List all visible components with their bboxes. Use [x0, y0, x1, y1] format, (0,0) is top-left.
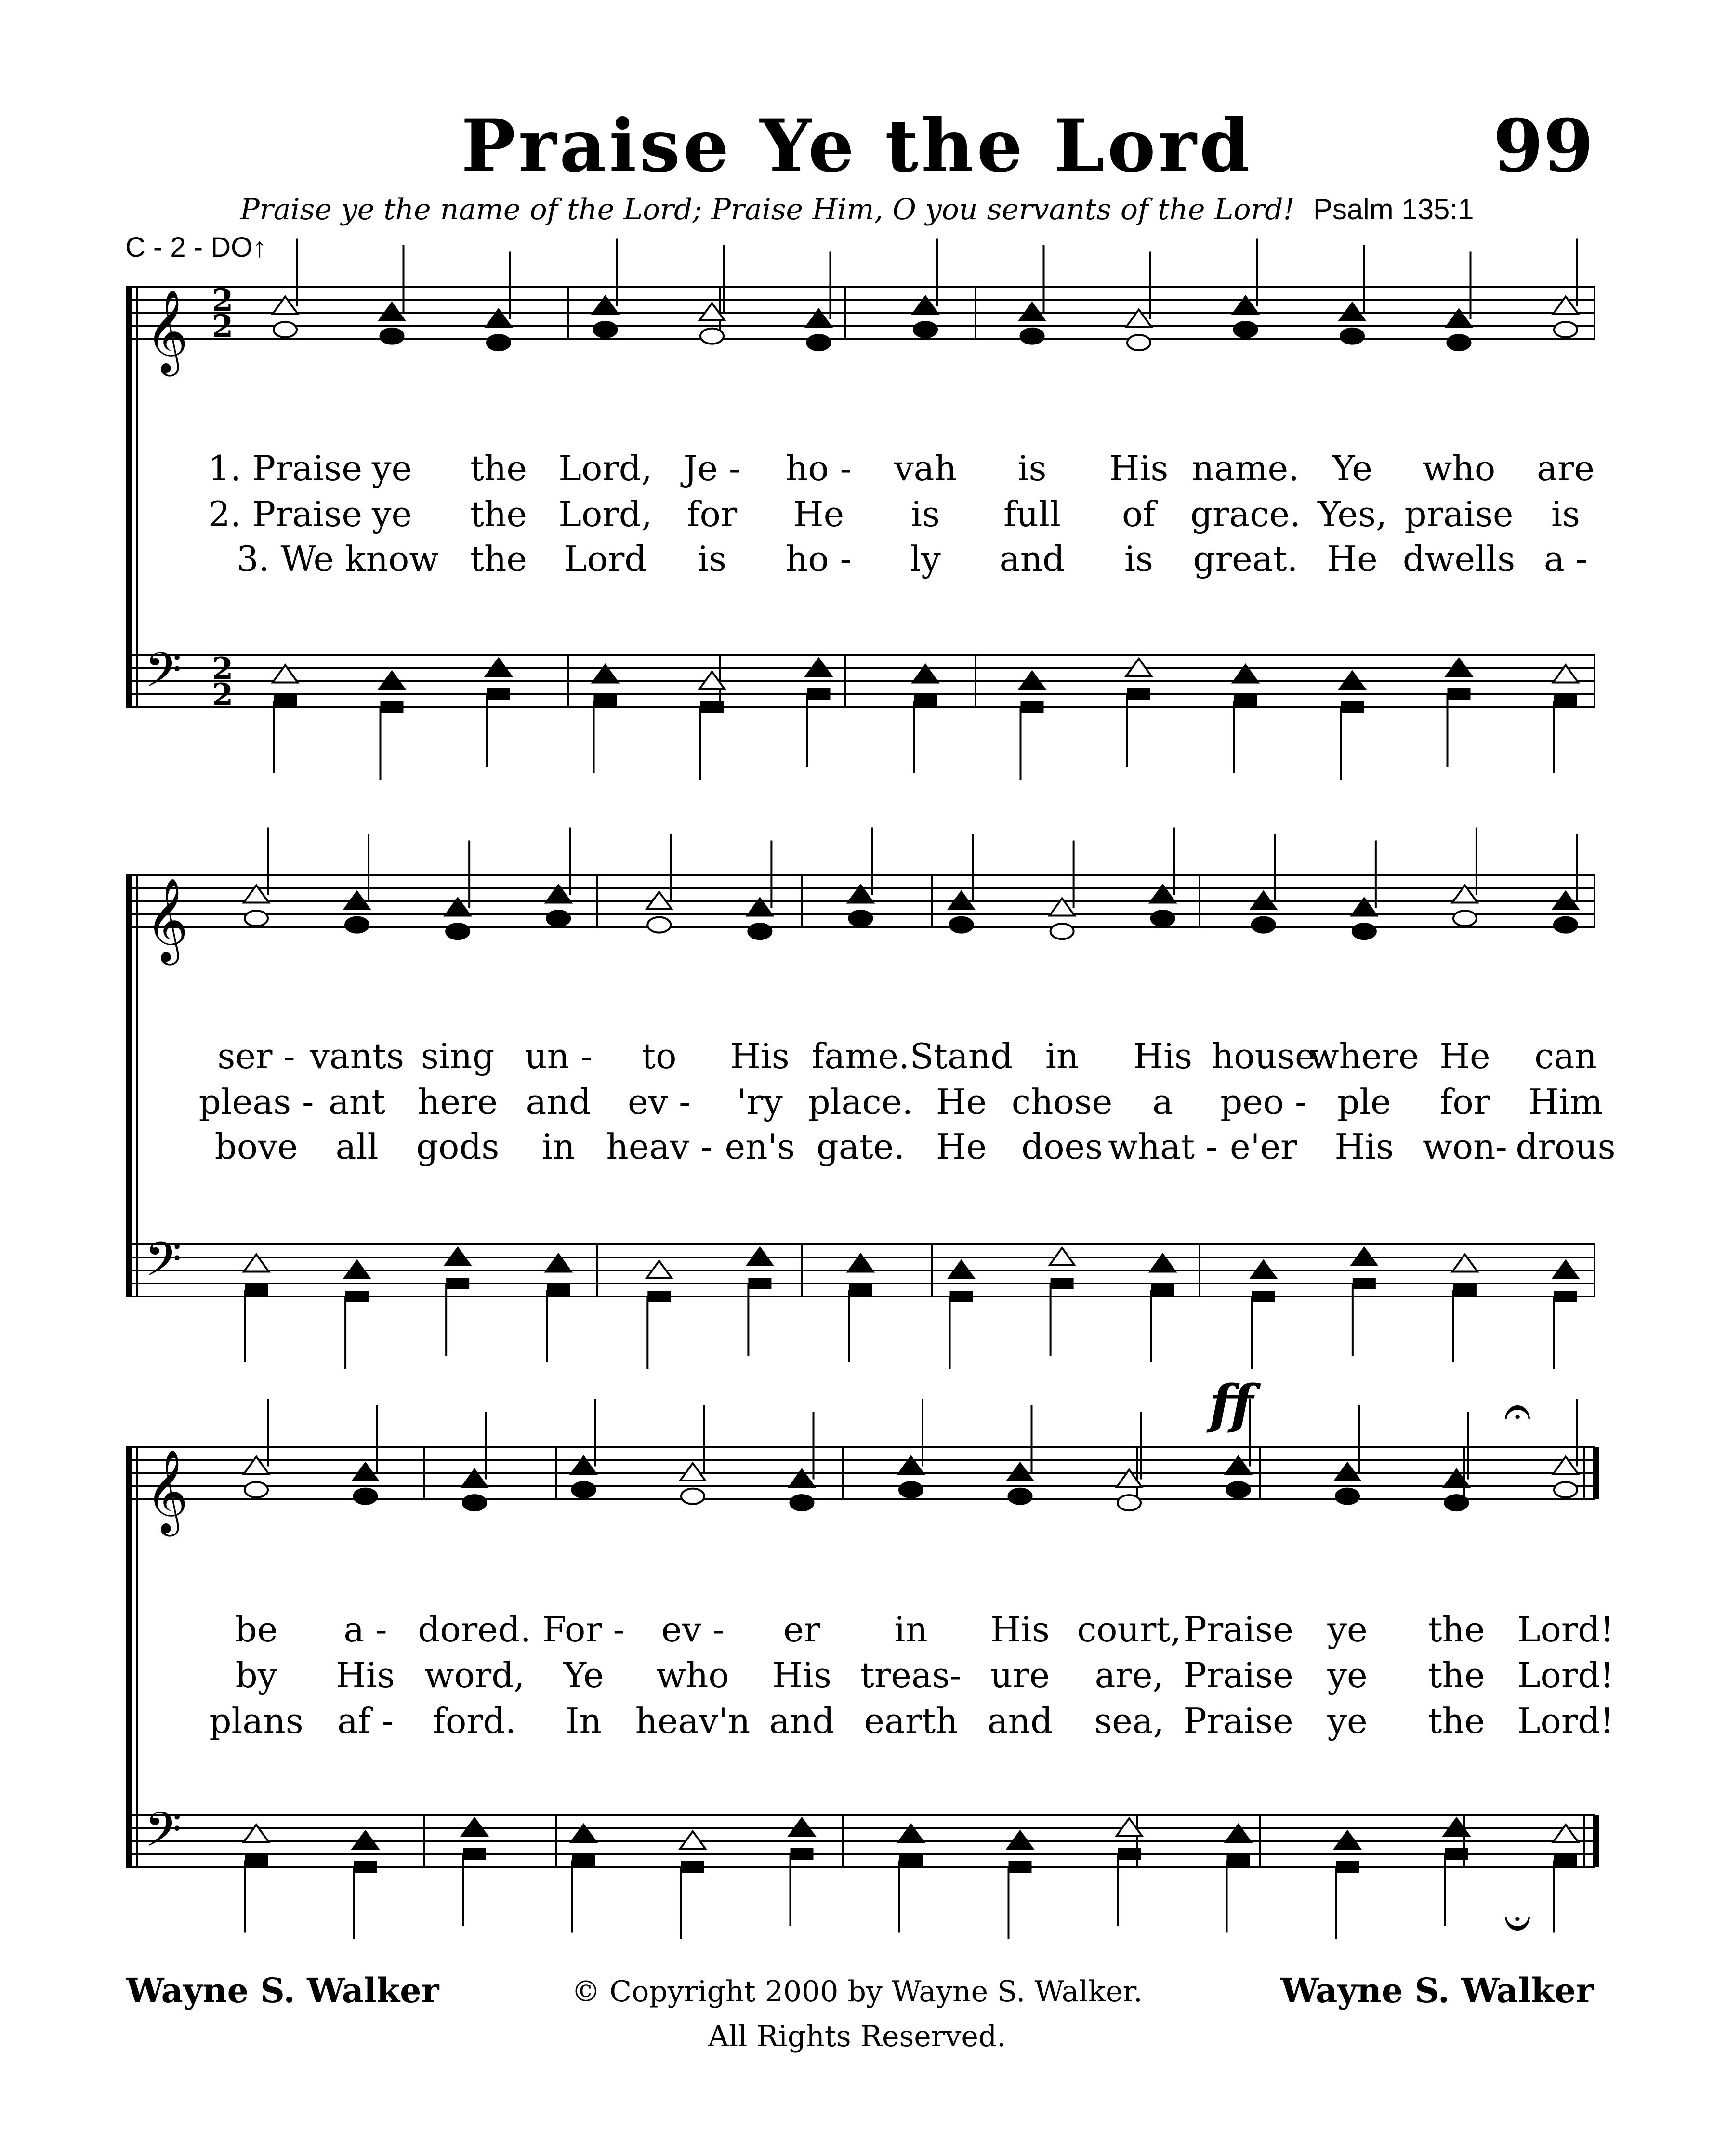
alto-note	[1453, 911, 1477, 926]
bass-note	[1554, 695, 1577, 707]
lyric-syllable: Praise	[1183, 1655, 1293, 1695]
treble-clef-icon: 𝄞	[145, 878, 188, 962]
bass-note	[849, 1284, 872, 1296]
bass-note	[1234, 695, 1257, 707]
alto-note	[354, 1489, 377, 1504]
lyric-syllable: great.	[1193, 539, 1298, 579]
copyright-line: © Copyright 2000 by Wayne S. Walker.	[571, 1975, 1143, 2009]
alto-note	[1051, 924, 1074, 939]
lyric-syllable: His	[990, 1609, 1050, 1650]
lyric-syllable: gate.	[816, 1126, 905, 1167]
alto-note	[463, 1495, 486, 1510]
bass-note	[1127, 688, 1150, 700]
alto-note	[594, 322, 617, 337]
bass-note	[647, 1291, 671, 1302]
alto-note	[1353, 924, 1376, 939]
lyric-syllable: drous	[1516, 1126, 1616, 1167]
rights-line: All Rights Reserved.	[708, 2020, 1006, 2053]
lyric-syllable: sea,	[1094, 1701, 1164, 1741]
lyric-syllable: en's	[725, 1126, 795, 1167]
lyric-syllable: 'ry	[737, 1082, 783, 1122]
alto-note	[1234, 322, 1257, 337]
lyric-syllable: ye	[371, 494, 412, 534]
lyric-syllable: ford.	[433, 1701, 516, 1741]
alto-note	[807, 335, 831, 350]
lyric-syllable: be	[235, 1609, 278, 1650]
lyric-syllable: earth	[864, 1701, 958, 1741]
time-signature-top: 2	[211, 282, 234, 318]
alto-note	[950, 917, 973, 933]
lyric-syllable: word,	[424, 1655, 525, 1695]
bass-note	[914, 695, 937, 707]
final-bar-line	[1593, 1447, 1599, 1499]
lyric-syllable: for	[686, 494, 738, 534]
bass-note	[1554, 1855, 1577, 1866]
time-signature-bottom: 2	[211, 308, 234, 344]
lyric-syllable: sing	[421, 1036, 495, 1076]
lyric-syllable: by	[235, 1655, 277, 1695]
bass-note	[1151, 1284, 1174, 1296]
alto-note	[1448, 335, 1471, 350]
alto-note	[1554, 917, 1577, 933]
lyric-syllable: the	[1428, 1701, 1485, 1741]
treble-clef-icon: 𝄞	[145, 289, 188, 373]
lyric-syllable: won-	[1423, 1126, 1507, 1167]
lyric-syllable: and	[769, 1701, 835, 1741]
lyric-syllable: pleas -	[198, 1082, 314, 1122]
fermata-below-icon: 𝄑	[1504, 1894, 1531, 1951]
lyric-syllable: He	[1327, 539, 1378, 579]
treble-clef-icon: 𝄞	[145, 1449, 188, 1533]
lyric-syllable: who	[1422, 448, 1496, 489]
alto-note	[748, 924, 771, 939]
bass-note	[950, 1291, 973, 1302]
bass-note	[1227, 1855, 1250, 1866]
alto-note	[1336, 1489, 1359, 1504]
bass-note	[572, 1855, 595, 1866]
lyric-syllable: and	[987, 1701, 1053, 1741]
lyric-syllable: know	[345, 539, 439, 579]
lyric-syllable: He	[1439, 1036, 1490, 1076]
lyric-syllable: In	[566, 1701, 602, 1741]
lyric-syllable: are,	[1094, 1655, 1164, 1695]
lyric-syllable: does	[1021, 1126, 1103, 1167]
lyric-syllable: is	[1017, 448, 1047, 489]
alto-note	[1009, 1489, 1032, 1504]
lyric-syllable: Lord!	[1517, 1609, 1614, 1650]
lyric-syllable: grace.	[1190, 494, 1301, 534]
hymn-title: Praise Ye the Lord	[461, 104, 1253, 188]
lyric-syllable: name.	[1191, 448, 1300, 489]
lyric-syllable: ev -	[628, 1082, 691, 1122]
bass-note	[345, 1291, 369, 1302]
lyric-syllable: is	[698, 539, 726, 579]
lyric-syllable: is	[911, 494, 940, 534]
bass-note	[381, 701, 404, 713]
alto-note	[446, 924, 469, 939]
lyric-syllable: ho -	[786, 539, 852, 579]
lyric-syllable: Lord,	[558, 494, 652, 534]
lyric-syllable: is	[1551, 494, 1580, 534]
bass-note	[791, 1848, 814, 1860]
lyric-syllable: ple	[1337, 1082, 1391, 1122]
bass-note	[1554, 1291, 1577, 1302]
lyric-syllable: vah	[894, 448, 957, 489]
lyric-syllable: a -	[1543, 539, 1588, 579]
bass-note	[1118, 1848, 1141, 1860]
lyric-syllable: ly	[910, 539, 941, 579]
lyric-syllable: ure	[990, 1655, 1050, 1695]
lyric-syllable: here	[418, 1082, 498, 1122]
lyric-syllable: full	[1003, 494, 1061, 534]
alto-note	[1021, 329, 1044, 344]
lyric-syllable: heav'n	[635, 1701, 751, 1741]
lyric-syllable: er	[783, 1609, 821, 1650]
lyric-syllable: ye	[371, 448, 412, 489]
lyric-syllable: in	[541, 1126, 575, 1167]
tune-key: C - 2 - DO↑	[125, 232, 267, 263]
alto-note	[1151, 911, 1174, 926]
alto-note	[647, 917, 671, 933]
lyric-syllable: vants	[310, 1036, 404, 1076]
lyric-syllable: ye	[1327, 1701, 1368, 1741]
lyric-syllable: 1. Praise	[208, 448, 362, 489]
bass-note	[594, 695, 617, 707]
bass-note	[1009, 1861, 1032, 1873]
bass-note	[274, 695, 297, 707]
alto-note	[1445, 1495, 1468, 1510]
lyric-syllable: bove	[214, 1126, 298, 1167]
alto-note	[700, 329, 724, 344]
lyric-syllable: plans	[209, 1701, 303, 1741]
hymn-number: 99	[1493, 104, 1594, 188]
system-bracket	[126, 287, 132, 707]
bass-clef-icon: 𝄢	[145, 1232, 182, 1299]
lyric-syllable: in	[1045, 1036, 1079, 1076]
bass-note	[487, 688, 510, 700]
lyric-syllable: af -	[337, 1701, 394, 1741]
lyric-syllable: who	[656, 1655, 729, 1695]
lyric-syllable: the	[1428, 1655, 1485, 1695]
lyric-syllable: to	[642, 1036, 677, 1076]
lyric-syllable: dored.	[418, 1609, 531, 1650]
lyric-syllable: His	[772, 1655, 831, 1695]
bass-note	[1453, 1284, 1477, 1296]
lyric-syllable: dwells	[1402, 539, 1516, 579]
bass-note	[547, 1284, 570, 1296]
bass-note	[1445, 1848, 1468, 1860]
bass-note	[807, 688, 831, 700]
alto-note	[245, 911, 268, 926]
words-author: Wayne S. Walker	[126, 1971, 439, 2011]
fermata-icon: 𝄐	[1504, 1383, 1531, 1439]
bass-note	[748, 1278, 771, 1289]
alto-note	[1118, 1495, 1141, 1510]
lyric-syllable: His	[730, 1036, 790, 1076]
lyric-syllable: Lord	[564, 539, 647, 579]
bass-note	[245, 1284, 268, 1296]
lyric-syllable: chose	[1011, 1082, 1113, 1122]
lyric-syllable: Stand	[910, 1036, 1013, 1076]
lyric-syllable: Lord,	[558, 448, 652, 489]
lyric-syllable: e'er	[1230, 1126, 1297, 1167]
lyric-syllable: un -	[525, 1036, 593, 1076]
alto-note	[1127, 335, 1150, 350]
lyric-syllable: heav -	[606, 1126, 712, 1167]
dynamic-marking-ff: ff	[1209, 1373, 1253, 1435]
music-author: Wayne S. Walker	[1280, 1971, 1594, 2011]
bass-note	[1353, 1278, 1376, 1289]
alto-note	[914, 322, 937, 337]
alto-note	[1554, 322, 1577, 337]
lyric-syllable: what -	[1108, 1126, 1218, 1167]
bass-note	[446, 1278, 469, 1289]
lyric-syllable: Ye	[1332, 448, 1372, 489]
lyric-syllable: fame.	[811, 1036, 910, 1076]
lyric-syllable: the	[1428, 1609, 1485, 1650]
lyric-syllable: of	[1122, 494, 1156, 534]
lyric-syllable: He	[936, 1126, 987, 1167]
lyric-syllable: He	[793, 494, 844, 534]
lyric-syllable: ant	[328, 1082, 386, 1122]
alto-note	[547, 911, 570, 926]
lyric-syllable: ho -	[786, 448, 852, 489]
lyric-syllable: He	[936, 1082, 987, 1122]
lyric-syllable: Lord!	[1517, 1655, 1614, 1695]
alto-note	[1341, 329, 1364, 344]
bass-note	[681, 1861, 704, 1873]
system-bracket	[126, 875, 132, 1296]
alto-note	[572, 1482, 595, 1497]
alto-note	[899, 1482, 923, 1497]
lyric-syllable: 3. We	[236, 539, 334, 579]
alto-note	[849, 911, 872, 926]
alto-note	[381, 329, 404, 344]
alto-note	[245, 1482, 268, 1497]
lyric-syllable: gods	[416, 1126, 500, 1167]
lyric-syllable: peo -	[1220, 1082, 1307, 1122]
lyric-syllable: Lord!	[1517, 1701, 1614, 1741]
lyric-syllable: where	[1309, 1036, 1419, 1076]
lyric-syllable: the	[470, 494, 527, 534]
bass-note	[245, 1855, 268, 1866]
bass-note	[899, 1855, 923, 1866]
bass-note	[354, 1861, 377, 1873]
lyric-syllable: house	[1211, 1036, 1316, 1076]
time-signature-top: 2	[211, 651, 234, 687]
alto-note	[681, 1489, 704, 1504]
lyric-syllable: Him	[1528, 1082, 1603, 1122]
lyric-syllable: 2. Praise	[208, 494, 362, 534]
bass-clef-icon: 𝄢	[145, 643, 182, 710]
lyric-syllable: treas-	[860, 1655, 962, 1695]
lyric-syllable: a	[1152, 1082, 1173, 1122]
time-signature-bottom: 2	[211, 677, 234, 713]
lyric-syllable: Praise	[1183, 1701, 1293, 1741]
scripture-quote: Praise ye the name of the Lord; Praise Him, O you servants of the Lord!	[240, 193, 1295, 226]
lyric-syllable: Je -	[683, 448, 741, 489]
bass-note	[1341, 701, 1364, 713]
alto-note	[1252, 917, 1275, 933]
lyric-syllable: His	[1109, 448, 1169, 489]
alto-note	[1554, 1482, 1577, 1497]
final-bar-line	[1593, 1815, 1599, 1867]
lyric-syllable: is	[1124, 539, 1153, 579]
lyric-syllable: the	[470, 539, 527, 579]
lyric-syllable: For -	[542, 1609, 625, 1650]
lyric-syllable: Praise	[1183, 1609, 1293, 1650]
lyric-syllable: His	[1334, 1126, 1394, 1167]
lyric-syllable: the	[470, 448, 527, 489]
bass-note	[1252, 1291, 1275, 1302]
lyric-syllable: place.	[808, 1082, 913, 1122]
lyric-syllable: court,	[1077, 1609, 1182, 1650]
lyric-syllable: a -	[343, 1609, 387, 1650]
lyric-syllable: and	[999, 539, 1065, 579]
alto-note	[274, 322, 297, 337]
lyric-syllable: ye	[1327, 1655, 1368, 1695]
bass-note	[1448, 688, 1471, 700]
alto-note	[345, 917, 369, 933]
alto-note	[791, 1495, 814, 1510]
lyric-syllable: and	[526, 1082, 591, 1122]
lyric-syllable: His	[1133, 1036, 1193, 1076]
scripture-reference: Psalm 135:1	[1313, 193, 1474, 225]
alto-note	[1227, 1482, 1250, 1497]
lyric-syllable: Yes,	[1318, 494, 1387, 534]
lyric-syllable: for	[1439, 1082, 1490, 1122]
lyric-syllable: ye	[1327, 1609, 1368, 1650]
lyric-syllable: all	[335, 1126, 379, 1167]
lyric-syllable: can	[1534, 1036, 1597, 1076]
lyric-syllable: ser -	[217, 1036, 295, 1076]
system-bracket	[126, 1447, 132, 1867]
bass-note	[1021, 701, 1044, 713]
alto-note	[487, 335, 510, 350]
bass-note	[463, 1848, 486, 1860]
lyric-syllable: are	[1537, 448, 1595, 489]
bass-clef-icon: 𝄢	[145, 1802, 182, 1869]
bass-note	[1051, 1278, 1074, 1289]
lyric-syllable: in	[894, 1609, 928, 1650]
lyric-syllable: ev -	[661, 1609, 725, 1650]
lyric-syllable: Ye	[563, 1655, 604, 1695]
lyric-syllable: praise	[1404, 494, 1514, 534]
lyric-syllable: His	[336, 1655, 395, 1695]
bass-note	[1336, 1861, 1359, 1873]
bass-note	[700, 701, 724, 713]
